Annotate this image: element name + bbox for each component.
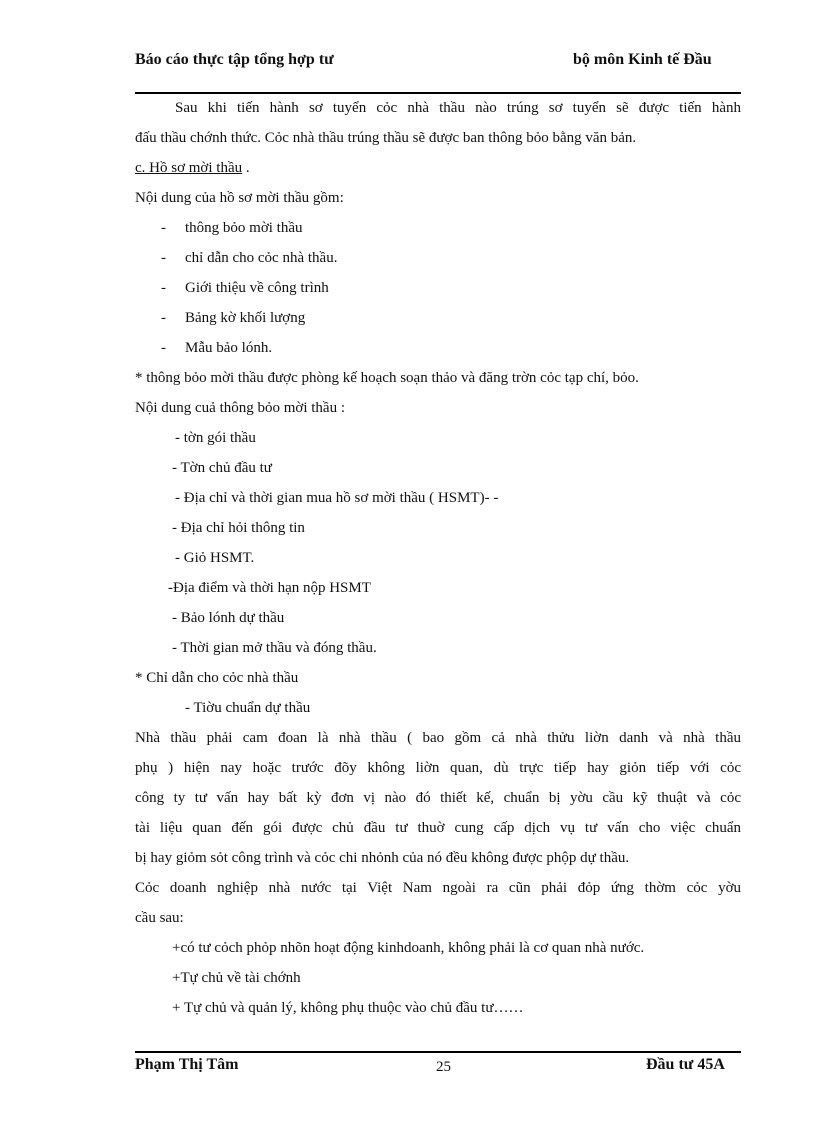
paragraph-line: Sau khi tiến hành sơ tuyển cỏc nhà thầu nào trúng sơ tuyển sẽ được tiến hành — [175, 100, 741, 116]
requirement-item: + Tự chủ và quản lý, không phụ thuộc vào chủ đầu tư…… — [172, 1000, 524, 1016]
dash-bullet: - — [161, 250, 166, 266]
paragraph-line: Nhà thầu phải cam đoan là nhà thầu ( bao gồm cả nhà thửu liờn danh và nhà thầu — [135, 730, 741, 746]
footer-class: Đầu tư 45A — [646, 1056, 725, 1073]
dash-bullet: - — [161, 220, 166, 236]
section-heading-tail: . — [242, 160, 250, 176]
dash-bullet: - — [161, 280, 166, 296]
page-number: 25 — [436, 1059, 451, 1075]
notice-item: - Thời gian mở thầu và đóng thầu. — [172, 640, 377, 656]
list-item-text: thông bỏo mời thầu — [185, 220, 303, 236]
list-item-text: Mẫu bảo lónh. — [185, 340, 273, 356]
requirement-item: +Tự chủ về tài chớnh — [172, 970, 301, 986]
footer-rule — [135, 1051, 741, 1053]
paragraph-line: công ty tư vấn hay bất kỳ đơn vị nào đó thiết kế, chuẩn bị yờu cầu kỹ thuật và cỏc — [135, 790, 741, 806]
notice-item: -Địa điểm và thời hạn nộp HSMT — [168, 580, 371, 596]
list-item-text: Giới thiệu về công trình — [185, 280, 329, 296]
requirement-item: +có tư cỏch phỏp nhõn hoạt động kinhdoanh, không phải là cơ quan nhà nước. — [172, 940, 645, 956]
header-title: Báo cáo thực tập tổng hợp tư — [135, 51, 334, 68]
list-item — [135, 303, 741, 333]
footer-author: Phạm Thị Tâm — [135, 1056, 239, 1073]
list-item — [135, 273, 741, 303]
list-item-text: Bảng kờ khối lượng — [185, 310, 306, 326]
notice-item: - Địa chỉ và thời gian mua hồ sơ mời thầu ( HSMT)- - — [175, 490, 499, 506]
notice-item: - Tờn chủ đầu tư — [172, 460, 272, 476]
notice-item: - Địa chỉ hỏi thông tin — [172, 520, 305, 536]
list-item-text: chỉ dẫn cho cỏc nhà thầu. — [185, 250, 338, 266]
page-body — [135, 93, 741, 1023]
star-note: * Chỉ dẫn cho cỏc nhà thầu — [135, 670, 299, 686]
section-heading-c — [135, 153, 741, 183]
notice-intro: Nội dung cuả thông bỏo mời thầu : — [135, 400, 345, 416]
section-heading-text: c. Hồ sơ mời thầu — [135, 160, 243, 176]
list-item — [135, 243, 741, 273]
list-item — [135, 333, 741, 363]
list-item — [135, 213, 741, 243]
notice-item: - Bảo lónh dự thầu — [172, 610, 285, 626]
dash-bullet: - — [161, 340, 166, 356]
header-department: bộ môn Kinh tế Đầu — [573, 51, 712, 68]
star-note: * thông bỏo mời thầu được phòng kế hoạch soạn thảo và đăng trờn cỏc tạp chí, bỏo. — [135, 370, 639, 386]
paragraph-line: cầu sau: — [135, 910, 184, 926]
paragraph-line: bị hay giỏm sỏt công trình và cỏc chi nhỏnh của nó đều không được phộp dự thầu. — [135, 850, 630, 866]
criteria-heading: - Tiờu chuẩn dự thầu — [185, 700, 311, 716]
paragraph-line: phụ ) hiện nay hoặc trước đõy không liờn quan, dù trực tiếp hay giỏn tiếp với cỏc — [135, 760, 741, 776]
paragraph-line: đấu thầu chớnh thức. Cỏc nhà thầu trúng thầu sẽ được ban thông bỏo bằng văn bản. — [135, 130, 637, 146]
paragraph-line: tài liệu quan đến gói được chủ đầu tư thuờ cung cấp dịch vụ tư vấn cho việc chuẩn — [135, 820, 741, 836]
notice-item: - tờn gói thầu — [175, 430, 256, 446]
dash-bullet: - — [161, 310, 166, 326]
content-intro: Nội dung của hồ sơ mời thầu gồm: — [135, 190, 344, 206]
notice-item: - Giỏ HSMT. — [175, 550, 255, 566]
paragraph-line: Cỏc doanh nghiệp nhà nước tại Việt Nam ngoài ra cũn phải đỏp ứng thờm cỏc yờu — [135, 880, 741, 896]
